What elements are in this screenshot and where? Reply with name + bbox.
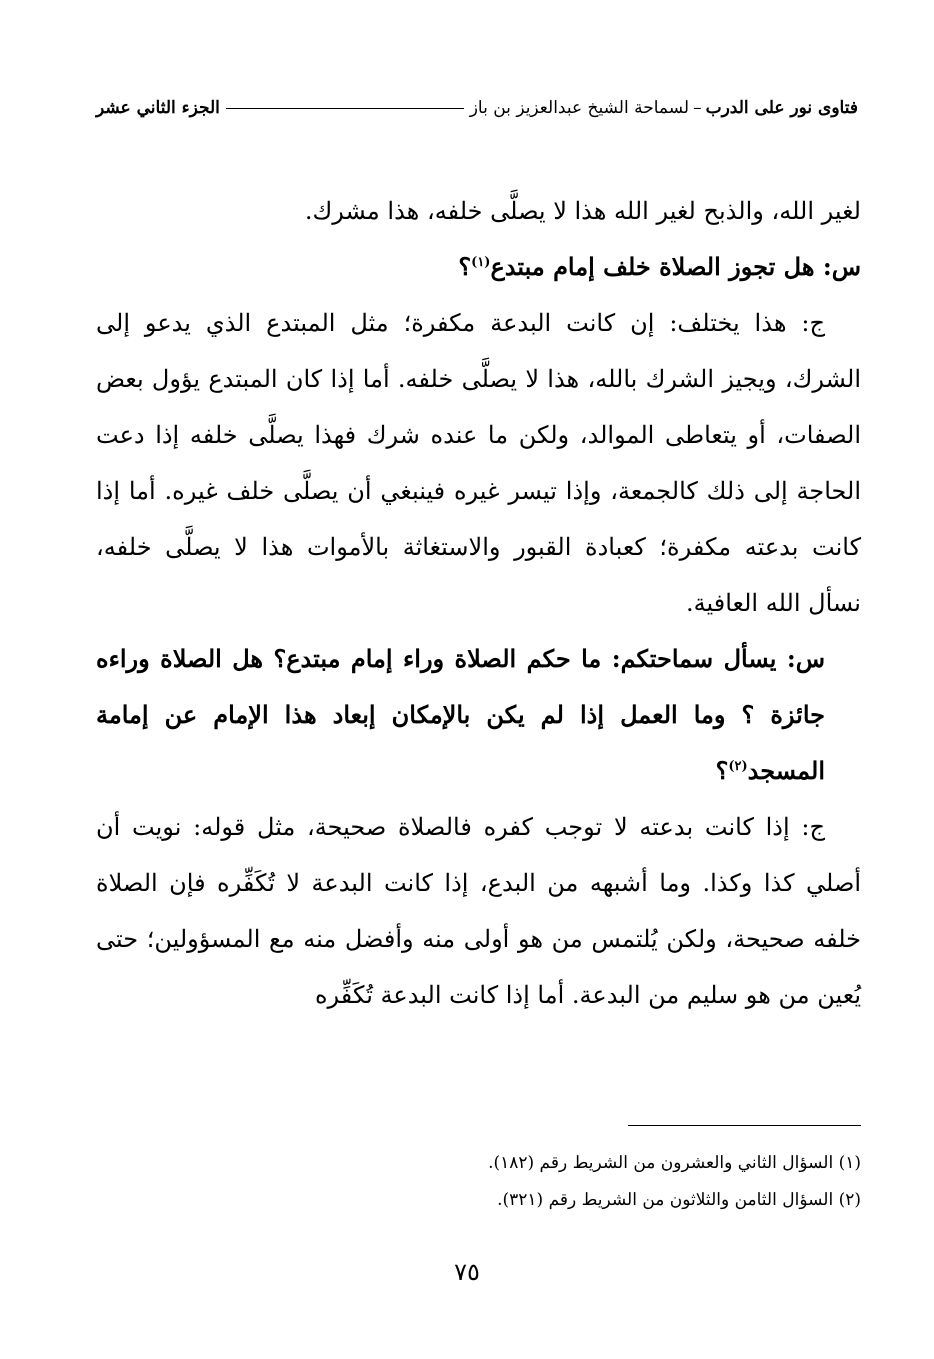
footnote-1: (١) السؤال الثاني والعشرون من الشريط رقم (١٨٢). [488, 1153, 861, 1173]
book-title: فتاوى نور على الدرب [705, 98, 858, 118]
paragraph-continuation: لغير الله، والذبح لغير الله هذا لا يصلَّى خلفه، هذا مشرك. [304, 197, 861, 225]
main-text [96, 183, 861, 1023]
question-2-text: س: يسأل سماحتكم: ما حكم الصلاة وراء إمام مبتدع؟ هل الصلاة وراءه جائزة ؟ وما العمل إذا لم يكن بالإمكان إبعاد هذا الإمام عن إمامة المسجد [96, 644, 825, 785]
running-header [96, 92, 858, 124]
question-1-mark: ؟ [458, 252, 472, 281]
page-number: ٧٥ [454, 1258, 480, 1286]
header-rule [226, 108, 464, 109]
footnote-rule [628, 1125, 861, 1126]
footnote-ref-1: (١) [471, 255, 491, 270]
author-name: لسماحة الشيخ عبدالعزيز بن باز [469, 98, 690, 118]
footnotes [96, 1145, 861, 1219]
answer-1: ج: هذا يختلف: إن كانت البدعة مكفرة؛ مثل المبتدع الذي يدعو إلى الشرك، ويجيز الشرك بالله، هذا لا يصلَّى خلفه. أما إذا كان المبتدع يؤول بعض الصفات، أو يتعاطى الموالد، ولكن ما عنده شرك فهذا يصلَّى خلفه إذا دعت الحاجة إلى ذلك كالجمعة، وإذا تيسر غيره فينبغي أن يصلَّى خلف غيره. أما إذا كانت بدعته مكفرة؛ كعبادة القبور والاستغاثة بالأموات هذا لا يصلَّى خلفه، نسأل الله العافية. [96, 309, 861, 617]
answer-2: ج: إذا كانت بدعته لا توجب كفره فالصلاة صحيحة، مثل قوله: نويت أن أصلي كذا وكذا. وما أشبهه من البدع، إذا كانت البدعة لا تُكَفِّره فإن الصلاة خلفه صحيحة، ولكن يُلتمس من هو أولى منه وأفضل منه مع المسؤولين؛ حتى يُعين من هو سليم من البدعة. أما إذا كانت البدعة تُكَفِّره [96, 813, 861, 1009]
footnote-2: (٢) السؤال الثامن والثلاثون من الشريط رقم (٣٢١). [497, 1190, 861, 1210]
question-2-mark: ؟ [715, 756, 729, 785]
footnote-ref-2: (٢) [728, 759, 748, 774]
header-separator: – [693, 98, 702, 118]
question-1 [96, 239, 861, 295]
volume-label: الجزء الثاني عشر [96, 98, 220, 118]
question-2 [96, 631, 861, 799]
question-1-text: س: هل تجوز الصلاة خلف إمام مبتدع [490, 252, 861, 281]
